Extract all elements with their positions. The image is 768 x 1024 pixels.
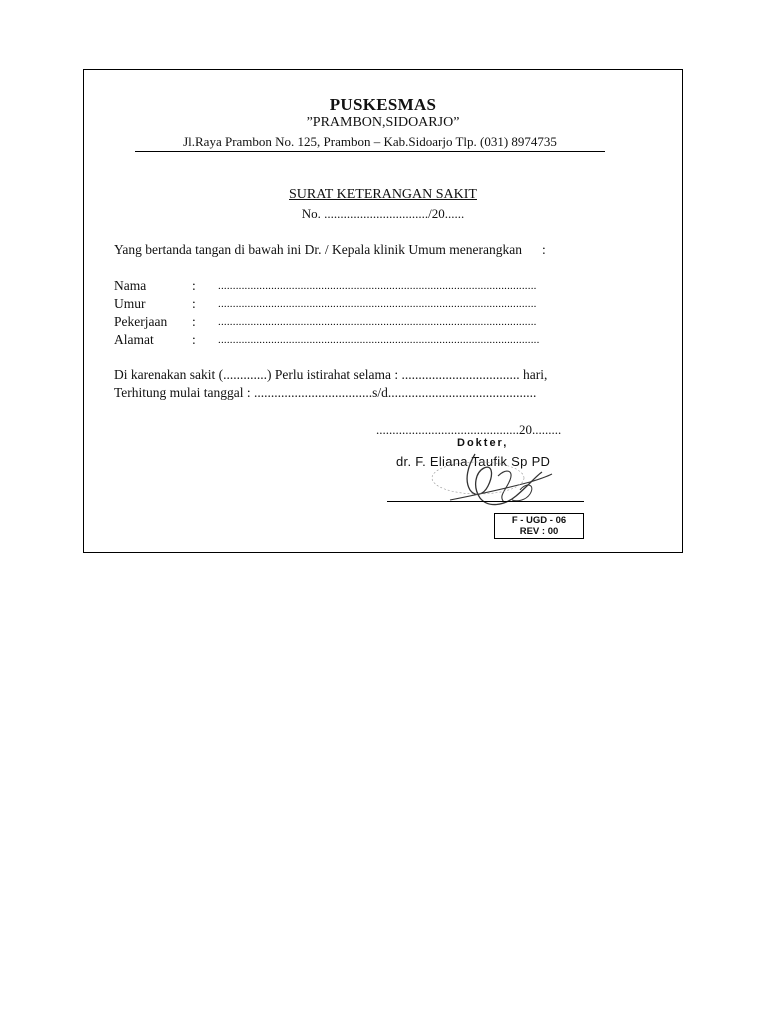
signature-line [387,501,584,502]
field-label: Nama [114,278,147,293]
field-blank: ............................................................................................................ [218,316,537,328]
letter-title-text: SURAT KETERANGAN SAKIT [289,187,477,202]
clinic-address: Jl.Raya Prambon No. 125, Prambon – Kab.Sidoarjo Tlp. (031) 8974735 [135,134,605,152]
field-blank: ............................................................................................................ [218,280,537,292]
field-blank: ............................................................................................................ [218,298,537,310]
form-revision: REV : 00 [519,526,559,537]
letter-title [84,187,682,203]
signature-date-line: ............................................20......... [376,422,562,437]
intro-text: Yang bertanda tangan di bawah ini Dr. / Kepala klinik Umum menerangkan [114,242,523,257]
leave-start-line: Terhitung mulai tanggal : ...................................s/d............................................ [114,385,537,400]
field-colon: : [192,278,196,293]
sick-letter-form [83,69,683,553]
doctor-title: Dokter, [457,437,509,449]
field-colon: : [192,332,196,347]
field-label: Alamat [114,332,154,347]
clinic-title: PUSKESMAS [329,95,437,114]
intro-colon: : [542,242,546,257]
field-label: Pekerjaan [114,314,168,329]
field-colon: : [192,314,196,329]
form-code-box [494,513,584,539]
doctor-name-stamp: dr. F. Eliana Taufik Sp PD [396,454,551,469]
letter-number: No. ................................/20...... [301,206,465,221]
clinic-location: ”PRAMBON,SIDOARJO” [306,115,460,130]
form-code: F - UGD - 06 [511,515,567,526]
sick-leave-line: Di karenakan sakit (.............) Perlu istirahat selama : ................................... hari, [114,367,548,382]
intro-statement [114,242,546,258]
field-blank: ............................................................................................................. [218,334,540,346]
handwritten-signature [380,446,570,516]
field-colon: : [192,296,196,311]
field-label: Umur [114,296,146,311]
